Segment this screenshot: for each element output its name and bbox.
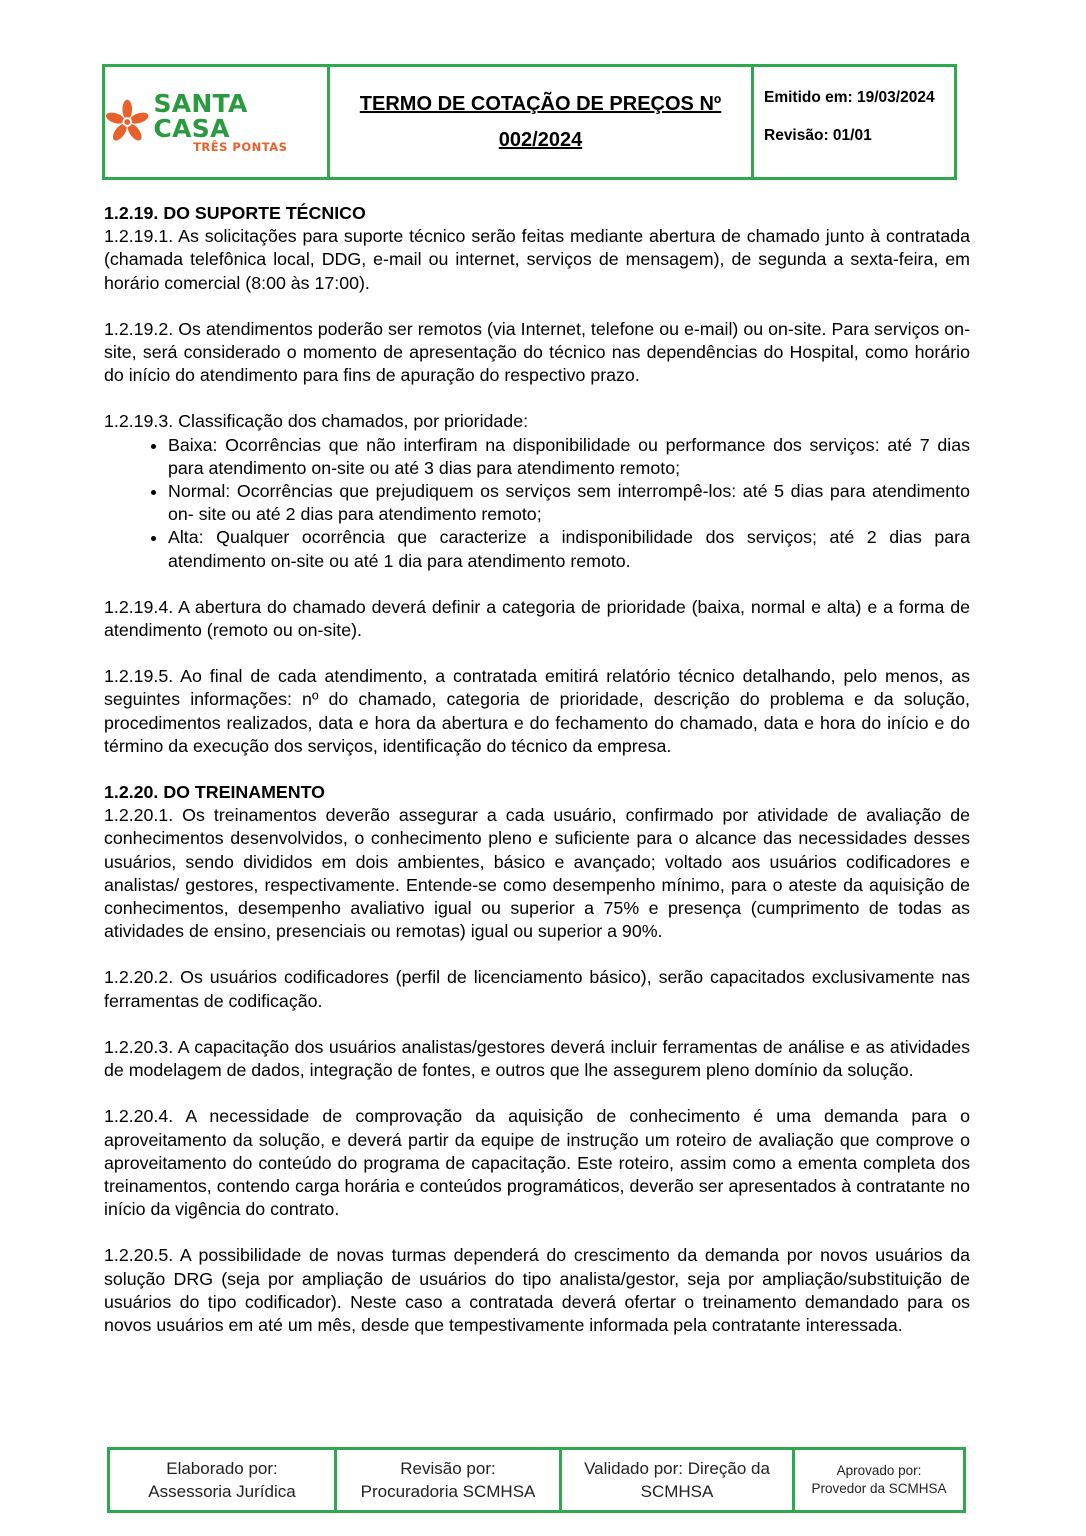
footer-validated-by xyxy=(559,1450,792,1510)
footer-approved-by xyxy=(792,1450,963,1510)
paragraph: 1.2.19.3. Classificação dos chamados, por prioridade: xyxy=(104,411,529,432)
footer-prepared-by xyxy=(110,1450,334,1510)
paragraph: 1.2.20.1. Os treinamentos deverão assegurar a cada usuário, confirmado por atividade de avaliação de conhecimentos desenvolvidos, o conhecimento pleno e suficiente para o alcance das necessidades desses usuários, sendo divididos em dois ambientes, básico e avançado; voltado aos usuários codificadores e analistas/ gestores, respectivamente. Entende-se como desempenho mínimo, para o ateste da aquisição de conhecimentos, desempenho avaliativo igual ou superior a 75% e presença (cumprimento de todas as atividades de ensino, presenciais ou remotas) igual ou superior a 90%. xyxy=(104,805,970,942)
logo-name: SANTA CASA xyxy=(153,88,248,143)
paragraph: 1.2.19.2. Os atendimentos poderão ser remotos (via Internet, telefone ou e-mail) ou on-site. Para serviços on-site, será considerado o momento de apresentação do técnico nas dependências do Hospital, como horário do início do atendimento para fins de apuração do respectivo prazo. xyxy=(104,318,970,386)
footer-reviewed-by xyxy=(334,1450,559,1510)
list-item: • Baixa: Ocorrências que não interfiram na disponibilidade ou performance dos serviços: até 7 dias para atendimento on-site ou até 3 dias para atendimento remoto; xyxy=(168,434,970,480)
footer-value: Assessoria Jurídica xyxy=(148,1482,296,1501)
section-title: 1.2.20. DO TREINAMENTO xyxy=(104,782,325,803)
paragraph: 1.2.20.2. Os usuários codificadores (perfil de licenciamento básico), serão capacitados exclusivamente nas ferramentas de codificação. xyxy=(104,967,970,1011)
logo-cell xyxy=(105,67,330,177)
footer-label: Revisão por: xyxy=(400,1459,496,1478)
priority-list xyxy=(104,434,970,573)
paragraph: 1.2.20.3. A capacitação dos usuários analistas/gestores deverá incluir ferramentas de análise e as atividades de modelagem de dados, integração de fontes, e outros que lhe assegurem pleno domínio da solução. xyxy=(104,1036,970,1081)
paragraph: 1.2.19.4. A abertura do chamado deverá definir a categoria de prioridade (baixa, normal e alta) e a forma de atendimento (remoto ou on-site). xyxy=(104,596,970,641)
flower-logo-icon xyxy=(105,99,149,145)
paragraph: 1.2.19.5. Ao final de cada atendimento, a contratada emitirá relatório técnico detalhando, pelo menos, as seguintes informações: nº do chamado, categoria de prioridade, descrição do problema e da solução, procedimentos realizados, data e hora da abertura e do fechamento do chamado, data e hora do início e do término da execução dos serviços, identificação do técnico da empresa. xyxy=(104,666,970,756)
list-item: • Alta: Qualquer ocorrência que caracterize a indisponibilidade dos serviços; até 2 dias para atendimento on-site ou até 1 dia para atendimento remoto. xyxy=(168,526,970,572)
footer-label: Elaborado por: xyxy=(166,1459,278,1478)
document-header xyxy=(102,64,957,180)
approval-footer xyxy=(107,1447,966,1513)
footer-label: Validado por: Direção da xyxy=(584,1459,770,1478)
emitted-date: Emitido em: 19/03/2024 xyxy=(764,89,935,106)
footer-value: SCMHSA xyxy=(640,1482,714,1501)
document-title: TERMO DE COTAÇÃO DE PREÇOS Nº xyxy=(359,93,722,115)
paragraph: 1.2.20.4. A necessidade de comprovação da aquisição de conhecimento é uma demanda para o aproveitamento da solução, e deverá partir da equipe de instrução um roteiro de avaliação que comprove o aproveitamento do conteúdo do programa de capacitação. Este roteiro, assim como a ementa completa dos treinamentos, contendo carga horária e conteúdos programáticos, deverão ser apresentados à contratante no início da vigência do contrato. xyxy=(104,1106,970,1220)
footer-value: Procuradoria SCMHSA xyxy=(360,1482,536,1501)
revision-number: Revisão: 01/01 xyxy=(764,127,872,144)
paragraph: 1.2.19.1. As solicitações para suporte técnico serão feitas mediante abertura de chamado junto à contratada (chamada telefônica local, DDG, e-mail ou internet, serviços de mensagem), de segunda a sexta-feira, em horário comercial (8:00 às 17:00). xyxy=(104,226,970,293)
footer-value: Provedor da SCMHSA xyxy=(811,1481,947,1496)
document-body xyxy=(104,202,970,1360)
list-item: • Normal: Ocorrências que prejudiquem os serviços sem interrompê-los: até 5 dias para atendimento on- site ou até 2 dias para atendimento remoto; xyxy=(168,480,970,526)
title-cell xyxy=(330,67,754,177)
document-number: 002/2024 xyxy=(498,129,583,151)
santa-casa-logo xyxy=(105,88,327,154)
paragraph: 1.2.20.5. A possibilidade de novas turmas dependerá do crescimento da demanda por novos usuários da solução DRG (seja por ampliação de usuários do tipo analista/gestor, seja por ampliação/substituição de usuários do tipo codificador). Neste caso a contratada deverá ofertar o treinamento demandado para os novos usuários em até um mês, desde que tempestivamente informada pela contratante interessada. xyxy=(104,1245,970,1335)
section-title: 1.2.19. DO SUPORTE TÉCNICO xyxy=(104,203,366,223)
logo-subtitle: TRÊS PONTAS xyxy=(193,139,288,154)
meta-cell xyxy=(754,67,954,177)
footer-label: Aprovado por: xyxy=(836,1463,922,1478)
